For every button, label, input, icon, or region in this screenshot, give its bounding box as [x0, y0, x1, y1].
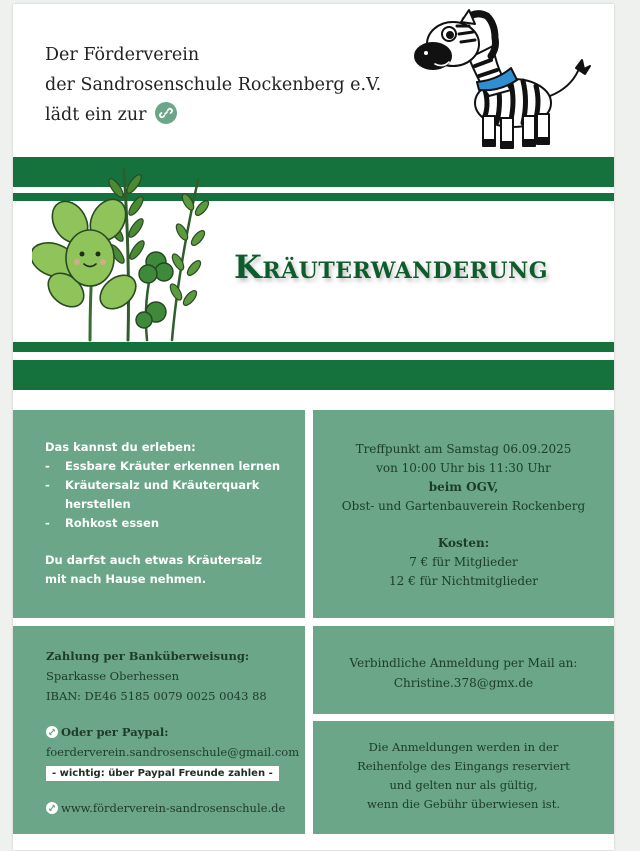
registration-notice-panel [313, 721, 614, 834]
bank-name: Sparkasse Oberhessen [46, 669, 180, 683]
intro-line-1: Der Förderverein [45, 45, 200, 65]
meeting-place-line: beim OGV, [428, 480, 499, 494]
intro-line-2: der Sandrosenschule Rockenberg e.V. [45, 75, 382, 95]
notice-line-4: wenn die Gebühr überwiesen ist. [367, 797, 560, 811]
link-icon [46, 802, 58, 814]
experience-list [45, 457, 295, 533]
invitation-intro [45, 40, 381, 130]
green-stripe-bottom-thin [13, 342, 614, 352]
payment-panel [13, 626, 305, 834]
paypal-email[interactable]: foerderverein.sandrosenschule@gmail.com [46, 745, 300, 759]
website-link[interactable]: www.förderverein-sandrosenschule.de [61, 801, 286, 815]
meeting-point-panel [313, 410, 614, 618]
take-home-line-2: mit nach Hause nehmen. [45, 572, 207, 586]
intro-line-3 [45, 100, 381, 130]
costs-label: Kosten: [437, 536, 490, 550]
take-home-line-1: Du darfst auch etwas Kräutersalz [45, 553, 262, 567]
notice-line-3: und gelten nur als gültig, [389, 778, 538, 792]
herb-illustration [32, 162, 217, 342]
experience-panel [13, 410, 305, 618]
green-stripe-bottom [13, 360, 614, 390]
bank-transfer-heading: Zahlung per Banküberweisung: [46, 649, 250, 663]
iban: IBAN: DE46 5185 0079 0025 0043 88 [46, 689, 267, 703]
experience-item: - Kräutersalz und Kräuterquark herstellen [45, 476, 295, 514]
notice-line-2: Reihenfolge des Eingangs reserviert [357, 759, 570, 773]
link-icon [46, 726, 58, 738]
website-row [46, 798, 301, 818]
notice-line-1: Die Anmeldungen werden in der [368, 740, 559, 754]
paypal-heading-row [46, 722, 301, 742]
experience-item: - Rohkost essen [45, 514, 295, 533]
experience-heading: Das kannst du erleben: [45, 440, 196, 454]
meeting-time-line: von 10:00 Uhr bis 11:30 Uhr [376, 461, 551, 475]
intro-line-3-text: lädt ein zur [45, 105, 147, 125]
event-title: Kräuterwanderung [234, 248, 548, 286]
meeting-point-line: Treffpunkt am Samstag 06.09.2025 [355, 442, 572, 456]
registration-email[interactable]: Christine.378@gmx.de [393, 676, 534, 690]
paypal-note: - wichtig: über Paypal Freunde zahlen - [46, 766, 279, 781]
registration-panel [313, 626, 614, 714]
costs-members: 7 € für Mitglieder [409, 555, 518, 569]
costs-nonmembers: 12 € für Nichtmitglieder [389, 574, 538, 588]
registration-text: Verbindliche Anmeldung per Mail an: [349, 656, 578, 670]
meeting-org-line: Obst- und Gartenbauverein Rockenberg [341, 499, 586, 513]
zebra-mascot [413, 8, 593, 153]
experience-item: - Essbare Kräuter erkennen lernen [45, 457, 295, 476]
link-icon [155, 102, 177, 124]
paypal-heading: Oder per Paypal: [61, 725, 169, 739]
